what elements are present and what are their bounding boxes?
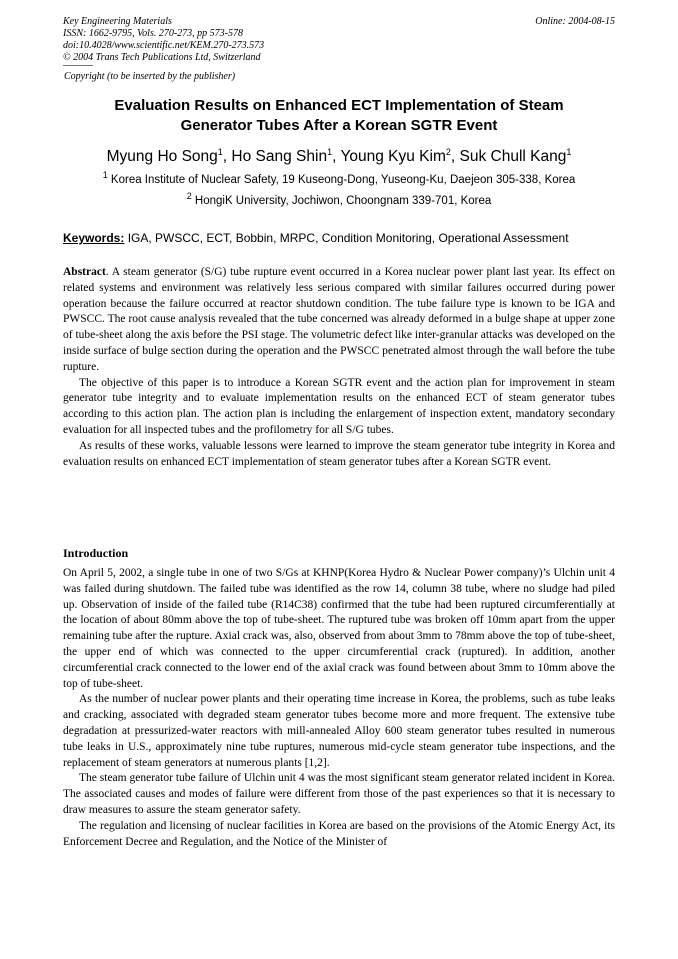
introduction-heading: Introduction bbox=[63, 546, 129, 560]
affiliation-text: HongiK University, Jochiwon, Choongnam 339-701, Korea bbox=[191, 195, 492, 207]
affiliation-1 bbox=[63, 170, 615, 187]
title-line-1: Evaluation Results on Enhanced ECT Implementation of Steam bbox=[114, 97, 564, 114]
intro-paragraph-3: The steam generator tube failure of Ulchin unit 4 was the most significant steam generator related incident in Korea. The associated causes and modes of failure were different from those of the past experiences so that it is necessary to draw measures to assure the steam generator safety. bbox=[63, 772, 615, 816]
author-affiliation-mark: 1 bbox=[327, 146, 333, 157]
abstract-text: . A steam generator (S/G) tube rupture event occurred in a Korea nuclear power plant last year. Its effect on related systems and environment was relatively less serious compared with similar failures occurred during power operation because the failure occurred at reactor shutdown condition. The tube failure type is known to be IGA and PWSCC. The root cause analysis revealed that the tube concerned was already deformed in a bulge shape at upper zone of tube-sheet along the axis before the PSI stage. The volumetric defect like inter-granular attacks was developed on the inside surface of bulge section during the operation and the PWSCC penetrated almost through the wall before the tube rupture. bbox=[63, 266, 615, 373]
title-line-2: Generator Tubes After a Korean SGTR Event bbox=[180, 117, 498, 134]
introduction-section bbox=[63, 566, 615, 850]
affiliation-2 bbox=[63, 191, 615, 208]
author-name: Myung Ho Song bbox=[106, 148, 218, 165]
intro-paragraph-1: On April 5, 2002, a single tube in one of two S/Gs at KHNP(Korea Hydro & Nuclear Power company)’s Ulchin unit 4 was failed during shutdown. The failed tube was identified as the row 14, column 38 tube, where no sludge had piled up. Observation of inside of the failed tube (R14C38) confirmed that the tube had been ruptured circumferentially at the location of about 80mm above the top of tube-sheet. The ruptured tube was broken off 10mm apart from the upper remaining tube after the rupture. Axial crack was, also, observed from about 3mm to 78mm above the top of tube-sheet, the upper end of which was connected to the upper circumferential crack (ruptured). In addition, another circumferential crack connected to the lower end of the axial crack was found between about 3mm to 10mm above the top of tube-sheet. bbox=[63, 567, 615, 690]
author-name: Young Kyu Kim bbox=[340, 148, 446, 165]
author-name: Ho Sang Shin bbox=[231, 148, 328, 165]
publisher-line: © 2004 Trans Tech Publications Ltd, Switzerland bbox=[63, 52, 261, 63]
affiliation-number: 2 bbox=[186, 191, 192, 202]
abstract-paragraph-1 bbox=[63, 265, 615, 376]
author-list bbox=[63, 147, 615, 167]
issn-line: ISSN: 1662-9795, Vols. 270-273, pp 573-578 bbox=[63, 28, 243, 39]
intro-paragraph-2: As the number of nuclear power plants and their operating time increase in Korea, the problems, such as tube leaks and cracking, associated with degraded steam generator tubes become more and more frequent. The extensive tube degradation at pressurized-water reactors with mill-annealed Alloy 600 steam generator tubes resulted in numerous tube leaks in U.S., approximately nine tube ruptures, numerous mid-cycle steam generator tube inspections, and the replacement of steam generators at numerous plants [1,2]. bbox=[63, 693, 615, 769]
paper-title bbox=[63, 96, 615, 136]
affiliation-text: Korea Institute of Nuclear Safety, 19 Kuseong-Dong, Yuseong-Ku, Daejeon 305-338, Korea bbox=[107, 174, 576, 186]
keywords-label: Keywords: bbox=[63, 231, 125, 245]
copyright-note: Copyright (to be inserted by the publisher) bbox=[64, 71, 236, 82]
author-affiliation-mark: 2 bbox=[445, 146, 451, 157]
keywords-text: IGA, PWSCC, ECT, Bobbin, MRPC, Condition Monitoring, Operational Assessment bbox=[124, 231, 569, 245]
doi-line: doi:10.4028/www.scientific.net/KEM.270-273.573 bbox=[63, 40, 265, 51]
abstract-section bbox=[63, 265, 615, 470]
affiliation-number: 1 bbox=[102, 170, 108, 181]
author-affiliation-mark: 1 bbox=[566, 146, 572, 157]
online-date: Online: 2004-08-15 bbox=[535, 16, 615, 27]
author-affiliation-mark: 1 bbox=[217, 146, 223, 157]
keywords bbox=[63, 231, 615, 245]
journal-header bbox=[63, 16, 264, 64]
journal-name: Key Engineering Materials bbox=[63, 16, 172, 27]
abstract-label: Abstract bbox=[63, 266, 106, 278]
author-name: Suk Chull Kang bbox=[459, 148, 567, 165]
header-divider bbox=[63, 65, 93, 66]
author-separator: , bbox=[332, 148, 341, 165]
author-separator: , bbox=[222, 148, 232, 165]
author-separator: , bbox=[450, 148, 460, 165]
intro-paragraph-4: The regulation and licensing of nuclear facilities in Korea are based on the provisions of the Atomic Energy Act, its Enforcement Decree and Regulation, and the Notice of the Minister of bbox=[63, 819, 615, 848]
abstract-paragraph-2: The objective of this paper is to introduce a Korean SGTR event and the action plan for improvement in steam generator tube integrity and to evaluate implementation results on the enhanced ECT of steam generator tubes according to this action plan. The action plan is including the enlargement of inspection extent, mandatory secondary evaluation for all inspected tubes and the profilometry for all S/G tubes. bbox=[63, 376, 615, 436]
abstract-paragraph-3: As results of these works, valuable lessons were learned to improve the steam generator tube integrity in Korea and evaluation results on enhanced ECT implementation of steam generator tubes after a Korean SGTR event. bbox=[63, 439, 615, 468]
